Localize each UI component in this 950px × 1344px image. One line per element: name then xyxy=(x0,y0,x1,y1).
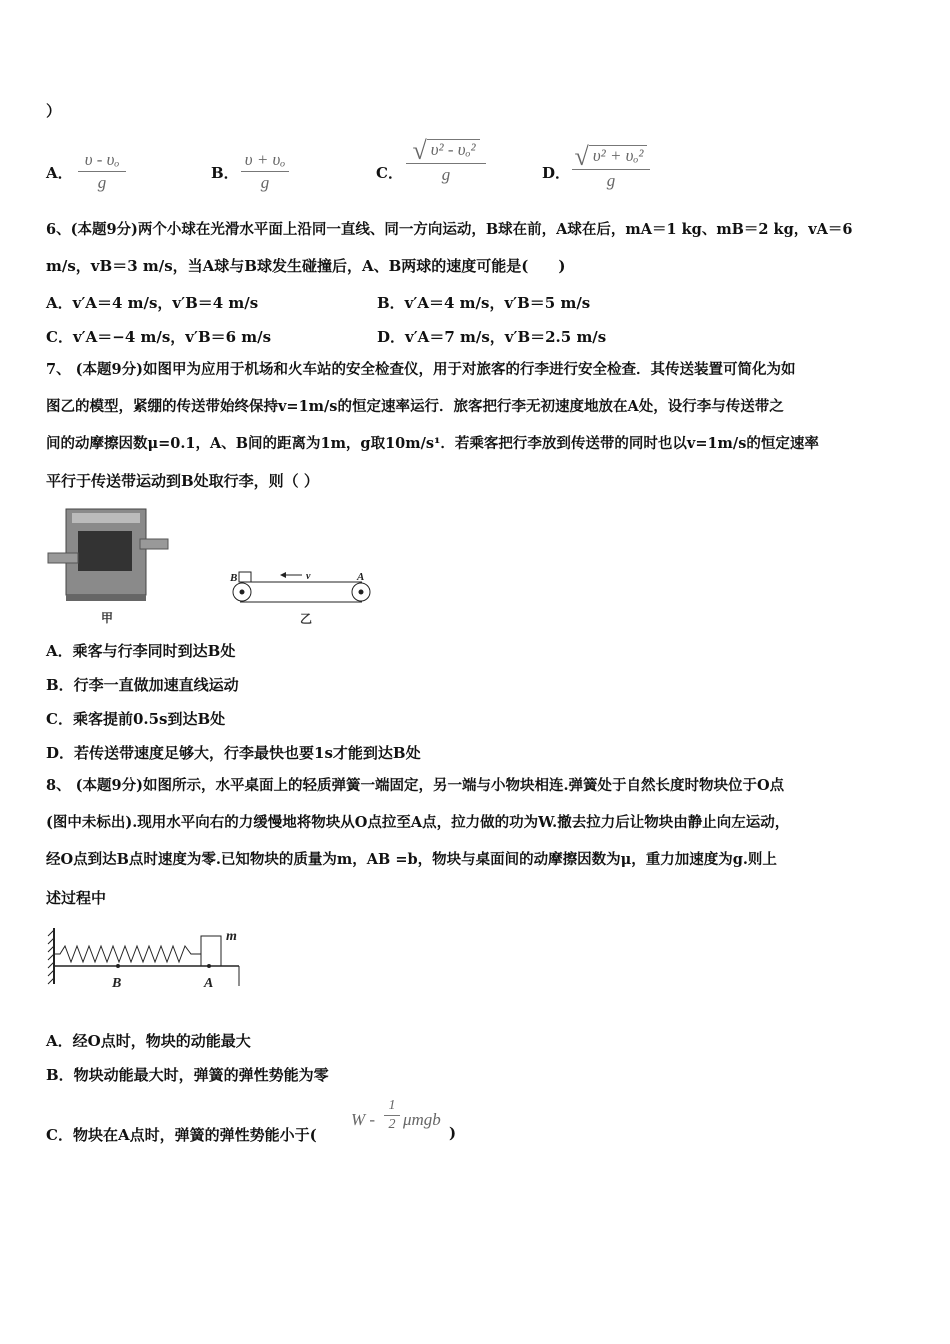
scanner-top-panel xyxy=(72,513,140,523)
q5-option-d-label[interactable]: D． xyxy=(542,164,571,182)
q8-option-c[interactable]: C．物块在A点时，弹簧的弹性势能小于( xyxy=(46,1126,317,1144)
velocity-label: v xyxy=(306,571,311,582)
q5-option-a-label[interactable]: A． xyxy=(46,164,73,182)
sqrt-sign: √ xyxy=(574,142,589,171)
radicand: υ² + υₒ² xyxy=(589,145,648,166)
q6-stem-line-1: 6、(本题9分)两个小球在光滑水平面上沿同一直线、同一方向运动，B球在前，A球在后，mA＝1 kg、mB＝2 kg，vA＝6 xyxy=(46,221,853,238)
formula-denominator: g xyxy=(606,171,616,190)
block xyxy=(201,936,221,966)
q8-stem-line-2: (图中未标出).现用水平向右的力缓慢地将物块从O点拉至A点，拉力做的功为W.撤去拉力后让物块由静止向左运动， xyxy=(46,814,790,831)
fraction-bar xyxy=(384,1115,400,1116)
q8-option-c-half-fraction xyxy=(384,1098,400,1133)
q7-option-c[interactable]: C．乘客提前0.5s到达B处 xyxy=(46,710,226,728)
formula-numerator: υ + υₒ xyxy=(244,150,286,169)
point-a-label: A xyxy=(357,571,365,583)
q8-option-a[interactable]: A．经O点时，物块的动能最大 xyxy=(46,1032,251,1050)
q5-option-b-formula xyxy=(241,150,289,193)
luggage-box xyxy=(239,572,251,582)
q6-option-c[interactable]: C．v′A＝−4 m/s，v′B＝6 m/s xyxy=(46,328,272,346)
figure-label-yi: 乙 xyxy=(300,612,313,626)
q5-option-d-formula xyxy=(572,138,650,191)
spring xyxy=(54,946,201,962)
point-b-label: B xyxy=(230,572,238,584)
point-b-label: B xyxy=(112,976,122,991)
q8-option-c-close-paren: ) xyxy=(449,1124,457,1142)
formula-numerator xyxy=(572,138,650,171)
q8-stem-line-3: 经O点到达B点时速度为零.已知物块的质量为m，AB =b，物块与桌面间的动摩擦因数为μ，重力加速度为g.则上 xyxy=(46,851,777,868)
q5-option-b-label[interactable]: B． xyxy=(211,164,239,182)
radicand: υ² - υₒ² xyxy=(427,139,480,160)
point-a-marker xyxy=(207,964,211,968)
q8-stem-line-4: 述过程中 xyxy=(46,889,107,907)
formula-denominator: g xyxy=(97,173,107,192)
fraction-denominator: 2 xyxy=(388,1117,396,1132)
conveyor-belt-figure xyxy=(228,565,378,627)
formula-numerator xyxy=(406,132,486,165)
mass-label: m xyxy=(226,929,237,944)
figure-label-jia: 甲 xyxy=(101,611,114,625)
fraction-numerator: 1 xyxy=(388,1098,396,1113)
q7-stem-line-4: 平行于传送带运动到B处取行李，则（ ） xyxy=(46,472,319,490)
formula-denominator: g xyxy=(441,165,451,184)
q5-option-c-label[interactable]: C． xyxy=(376,164,403,182)
q6-stem-line-2: m/s，vB＝3 m/s，当A球与B球发生碰撞后，A、B两球的速度可能是( ) xyxy=(46,257,566,275)
q6-option-a[interactable]: A．v′A＝4 m/s，v′B＝4 m/s xyxy=(46,294,259,312)
spring-block-figure xyxy=(46,924,246,996)
fraction-bar xyxy=(241,171,289,172)
q8-option-c-expr-rest: μmgb xyxy=(403,1110,441,1129)
scanner-base xyxy=(66,595,146,601)
q7-option-a[interactable]: A．乘客与行李同时到达B处 xyxy=(46,642,236,660)
security-scanner-figure xyxy=(46,505,171,625)
q7-stem-line-3: 间的动摩擦因数μ=0.1，A、B间的距离为1m，g取10m/s¹．若乘客把行李放到传送带的同时也以v=1m/s的恒定速率 xyxy=(46,435,819,452)
q7-option-b[interactable]: B．行李一直做加速直线运动 xyxy=(46,676,239,694)
right-roller-axle xyxy=(359,590,364,595)
question-tail: ） xyxy=(46,102,62,120)
formula-denominator: g xyxy=(260,173,270,192)
fraction-bar xyxy=(78,171,126,172)
point-b-marker xyxy=(116,964,120,968)
q7-stem-line-2: 图乙的模型，紧绷的传送带始终保持v=1m/s的恒定速率运行．旅客把行李无初速度地放在A处，设行李与传送带之 xyxy=(46,398,784,415)
q7-option-d[interactable]: D．若传送带速度足够大，行李最快也要1s才能到达B处 xyxy=(46,744,421,762)
point-a-label: A xyxy=(204,976,214,991)
q8-stem-line-1: 8、 (本题9分)如图所示，水平桌面上的轻质弹簧一端固定，另一端与小物块相连.弹簧处于自然长度时物块位于O点 xyxy=(46,777,785,794)
scanner-tunnel xyxy=(78,531,132,571)
velocity-arrow-head xyxy=(280,572,286,578)
q5-option-a-formula xyxy=(78,150,126,193)
scanner-rear-conveyor xyxy=(140,539,168,549)
left-roller-axle xyxy=(240,590,245,595)
q8-option-c-expr-w: W - xyxy=(351,1110,376,1129)
formula-numerator: υ - υₒ xyxy=(84,150,120,169)
q5-option-c-formula xyxy=(406,132,486,185)
q7-stem-line-1: 7、 (本题9分)如图甲为应用于机场和火车站的安全检查仪，用于对旅客的行李进行安全检查．其传送装置可简化为如 xyxy=(46,361,796,378)
q6-option-d[interactable]: D．v′A＝7 m/s，v′B＝2.5 m/s xyxy=(377,328,607,346)
q6-option-b[interactable]: B．v′A＝4 m/s，v′B＝5 m/s xyxy=(377,294,591,312)
q8-option-b[interactable]: B．物块动能最大时，弹簧的弹性势能为零 xyxy=(46,1066,329,1084)
sqrt-sign: √ xyxy=(412,136,427,165)
scanner-front-conveyor xyxy=(48,553,78,563)
